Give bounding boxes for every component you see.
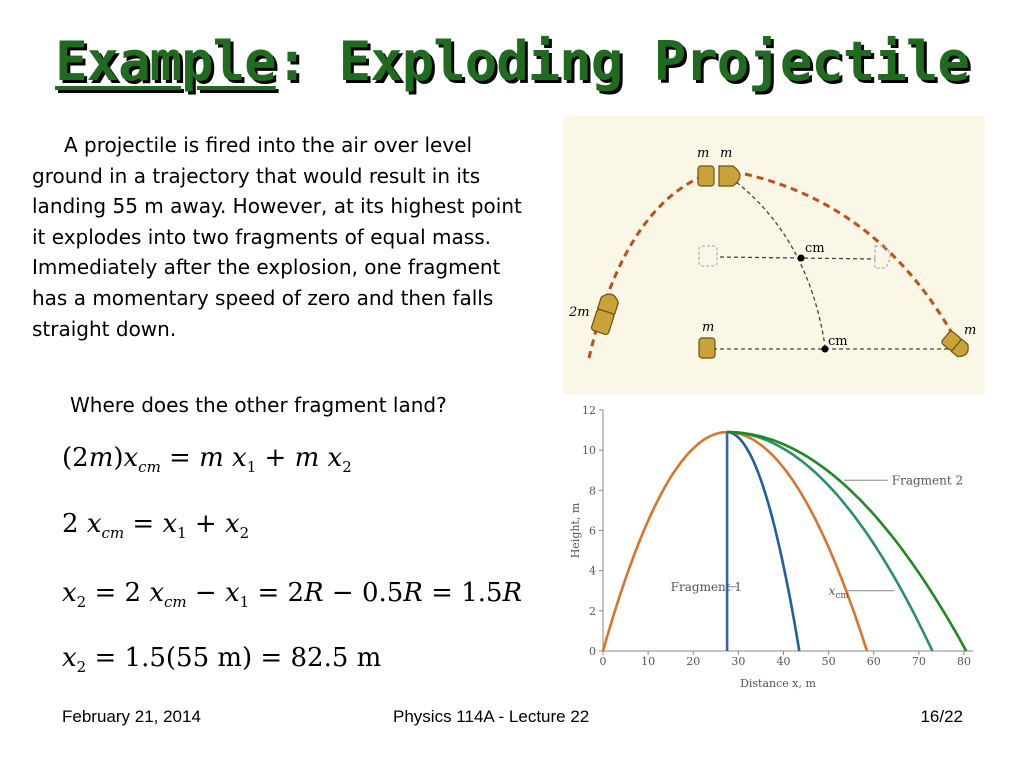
x-tick-label: 30: [731, 655, 746, 668]
y-tick-label: 2: [589, 604, 596, 618]
y-tick-label: 4: [589, 564, 596, 578]
label-m-left: m: [697, 146, 710, 161]
label-cm-top: cm: [805, 241, 825, 256]
fragment-falling: [699, 338, 715, 358]
explosion-diagram: [563, 116, 985, 394]
x-tick-label: 40: [776, 655, 791, 668]
slide-title: [0, 30, 1024, 93]
cm-dot-top: [798, 255, 805, 262]
label-m-bottom-right: m: [964, 323, 977, 338]
label-cm-bottom: cm: [828, 334, 848, 349]
series-line-curve: [727, 432, 799, 651]
chart-axes: [569, 404, 973, 690]
y-tick-label: 6: [589, 524, 596, 538]
y-tick-label: 0: [589, 645, 596, 658]
x-tick-label: 20: [686, 655, 701, 668]
annotation-label: $x_{cm}$: [828, 583, 849, 601]
annotation-label: Fragment 2: [891, 473, 964, 488]
y-tick-label: 10: [582, 444, 596, 458]
title-example: Example: [55, 30, 276, 93]
footer-page-number: 16/22: [920, 707, 963, 726]
x-tick-label: 50: [821, 655, 836, 668]
series-line-curve: [603, 432, 727, 651]
footer-course: Physics 114A - Lecture 22: [393, 707, 590, 726]
x-tick-label: 0: [599, 655, 607, 668]
trajectory-chart: [563, 400, 983, 695]
chart-series: [603, 432, 966, 651]
problem-statement: [32, 130, 537, 344]
equation-3: $x_2 = 2$ $x_{cm} - x_1 = 2R - 0.5R = 1.5R$: [62, 578, 523, 612]
y-tick-label: 8: [589, 484, 596, 498]
x-tick-label: 60: [866, 655, 881, 668]
fragment-pair-top: [698, 166, 740, 186]
y-tick-label: 12: [582, 404, 596, 417]
x-tick-label: 80: [956, 655, 971, 668]
annotation-label: Fragment 1: [670, 579, 743, 594]
series-line-x-cm: [727, 432, 867, 651]
series-line-curve: [727, 432, 932, 651]
y-axis-title: Height, m: [569, 502, 582, 559]
equation-1: $(2m)x_{cm} = m$ $x_1 + m$ $x_2$: [62, 443, 352, 477]
x-tick-label: 70: [911, 655, 926, 668]
chart-annotations: [671, 473, 963, 600]
x-tick-label: 10: [641, 655, 656, 668]
problem-text: A projectile is fired into the air over level ground in a trajectory that would result in its landing 55 m away. However, at its highest point it explodes into two fragments of equal mass. Immediately after the explosion, one fragment has a momentary speed of zero and then falls straight down.: [32, 133, 522, 341]
question-text: Where does the other fragment land?: [70, 393, 447, 417]
label-m-right: m: [720, 146, 733, 161]
x-axis-title: Distance x, m: [740, 677, 816, 690]
equation-2: 2 $x_{cm} = x_1 + x_2$: [62, 509, 250, 543]
series-line-fragment-2: [727, 432, 966, 651]
label-m-bottom-left: m: [702, 320, 715, 335]
footer-date: February 21, 2014: [62, 707, 201, 726]
equation-4: $x_2 = 1.5(55$ m) = 82.5 m: [62, 643, 382, 677]
label-2m: 2m: [569, 305, 590, 320]
title-rest: : Exploding Projectile: [275, 30, 969, 93]
